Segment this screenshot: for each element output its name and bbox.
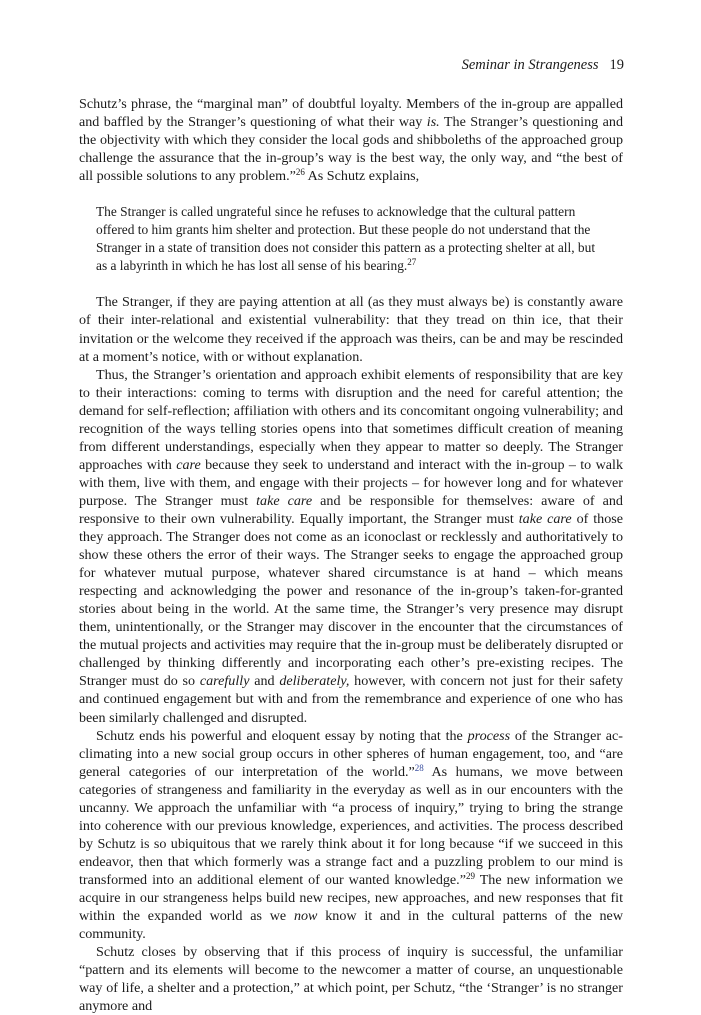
emphasis-text: carefully <box>199 673 250 690</box>
text-run: Schutz ends his powerful and eloquent essay by noting that the <box>96 727 468 744</box>
paragraph <box>79 293 623 365</box>
text-run: because they seek to understand and interact with the in-group – to walk with them, live with them, and engage with their projects – for however long and for whatever purpose. The Stranger must <box>79 456 623 509</box>
text-run: The new information we acquire in our strangeness helps build new recipes, new approaches, and new responses that fit within the expanded world as we <box>79 871 623 925</box>
footnote-ref: 27 <box>407 257 417 268</box>
text-run: of those they approach. The Stranger does not come as an iconoclast or recklessly and authoritatively to show these others the error of their ways. The Stranger seeks to engage the approached group for whatever mutual purpose, whatever shared circumstance is at hand – which means respecting and acknowledging the power and resonance of the in-group’s taken-for-granted stories about being in the world. At the same time, the Stranger’s very presence may disrupt them, unintentionally, or the Stranger may discover in the encounter that the circumstances of the mutual projects and activities may require that the in-group must be deliberately disrupted or challenged by thinking differently and incorporating each other’s pre-existing recipes. The Stranger must do so <box>79 510 624 690</box>
emphasis-text: take care <box>256 492 313 509</box>
paragraph <box>79 727 623 944</box>
block-quote-text <box>96 203 607 275</box>
text-run: The Stranger’s questioning and the objectivity with which they consider the local gods and shibboleths of the approached group challenge the assurance that the in-group’s way is the best way, the only way, and “the best of all possible solutions to any problem.” <box>79 114 623 185</box>
emphasis-text: care <box>176 456 201 473</box>
text-run: The Stranger is called ungrateful since he refuses to acknowledge that the cultural pattern offered to him grants him shelter and protection. But these people do not understand that the Stranger in a state of transition does not consider this pattern as a protecting shelter at all, but as a labyrinth in which he has lost all sense of his bearing. <box>96 204 596 274</box>
emphasis-text: now <box>293 908 318 925</box>
text-run: know it and in the cultural patterns of the new community. <box>79 908 623 943</box>
paragraph <box>79 943 623 1015</box>
block-quote <box>96 203 607 275</box>
footnote-ref: 29 <box>465 870 475 881</box>
paragraph <box>79 366 623 727</box>
text-run: The Stranger, if they are paying attention at all (as they must always be) is constantly aware of their inter-relational and existential vulnerability: that they tread on thin ice, that their invitation or the welcome they received if the approach was theirs, can be and may be rescinded at a moment’s notice, with or without explanation. <box>79 294 623 365</box>
text-run: and <box>249 673 280 690</box>
emphasis-text: process <box>467 727 511 744</box>
text-run: As Schutz explains, <box>304 168 420 185</box>
running-header <box>462 56 624 74</box>
text-run: Thus, the Stranger’s orientation and approach exhibit elements of responsibility that are key to their interactions: coming to terms with disruption and the need for careful attention; the demand for self-reflection; affiliation with others and its concomitant ongoing vulnerability; and recognition of the ways telling stories opens into that sometimes difficult creation of meaning from different understandings, especially when they appear to matter so deeply. The Stranger approaches with <box>79 366 623 473</box>
footnote-ref[interactable]: 28 <box>414 762 424 773</box>
emphasis-text: deliberately, <box>279 673 350 690</box>
text-run: As humans, we move between categories of strangeness and familiarity in the everyday as well as in our encounters with the uncanny. We approach the unfamiliar with “a process of inquiry,” trying to bring the strange into coherence with our previous knowledge, experiences, and activities. The process described by Schutz is so ubiquitous that we rarely think about it for long because “if we succeed in this endeavor, then that which formerly was a strange fact and a puzzling problem to our mind is transformed into an additional element of our wanted knowledge.” <box>79 763 623 888</box>
body-text <box>79 95 623 1015</box>
paragraph <box>79 95 623 185</box>
text-run: and be responsible for themselves: aware of and responsive to their own vulnerability. Equally important, the Stranger must <box>79 492 623 527</box>
text-run: of the Stranger acclimating into a new social group occurs in other spheres of human engagement, too, and “are general categories of our interpretation of the world.” <box>79 727 623 780</box>
text-run: however, with concern not just for their safety and continued engagement but with and from the remembrance and experience of one who has been similarly challenged and disrupted. <box>79 673 623 726</box>
emphasis-text: take care <box>518 510 572 527</box>
running-title: Seminar in Strangeness <box>461 57 599 73</box>
page-number: 19 <box>609 57 624 73</box>
text-run: Schutz closes by observing that if this process of inquiry is successful, the unfamiliar “pattern and its elements will become to the newcomer a matter of course, an unquestionable way of life, a shelter and a protection,” at which point, per Schutz, “the ‘Stranger’ is no stranger anymore and <box>79 944 623 1015</box>
footnote-ref: 26 <box>295 167 305 178</box>
text-run: Schutz’s phrase, the “marginal man” of doubtful loyalty. Members of the in-group are appalled and baffled by the Stranger’s questioning of what their way <box>79 96 623 131</box>
emphasis-text: is. <box>426 114 440 131</box>
